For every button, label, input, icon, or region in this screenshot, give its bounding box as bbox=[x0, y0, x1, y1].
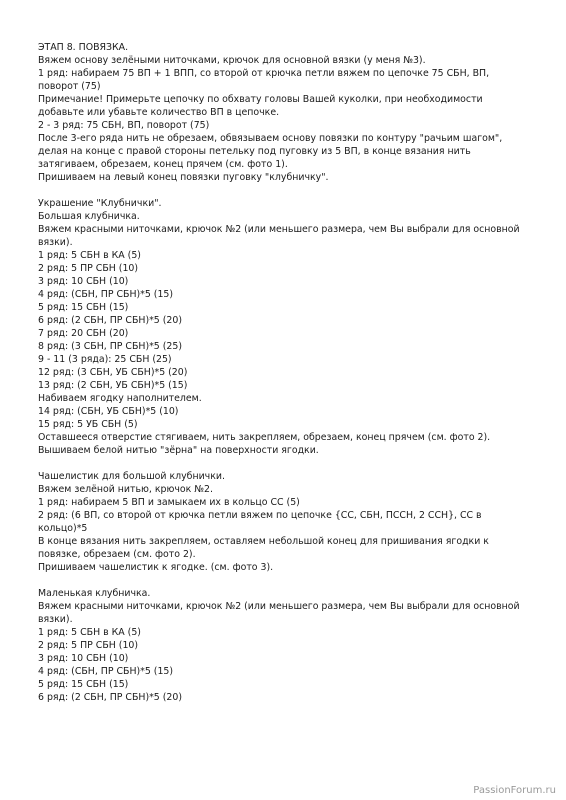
text-line: Вяжем красными ниточками, крючок №2 (или меньшего размера, чем Вы выбрали для основной bbox=[38, 601, 520, 612]
text-line: 3 ряд: 10 СБН (10) bbox=[38, 653, 129, 664]
text-line: вязки). bbox=[38, 237, 73, 248]
blank-line bbox=[38, 184, 554, 197]
text-line: делая на конце с правой стороны петельку под пуговку из 5 ВП, в конце вязания нить bbox=[38, 146, 471, 157]
text-line: После 3-его ряда нить не обрезаем, обвязываем основу повязки по контуру "рачьим шагом", bbox=[38, 133, 503, 144]
text-line: 4 ряд: (СБН, ПР СБН)*5 (15) bbox=[38, 666, 174, 677]
text-line: ЭТАП 8. ПОВЯЗКА. bbox=[38, 42, 129, 53]
text-line: 2 ряд: 5 ПР СБН (10) bbox=[38, 263, 139, 274]
text-line: 6 ряд: (2 СБН, ПР СБН)*5 (20) bbox=[38, 692, 182, 703]
text-line: 9 - 11 (3 ряда): 25 СБН (25) bbox=[38, 354, 172, 365]
text-line: Украшение "Клубнички". bbox=[38, 198, 162, 209]
text-line: 2 ряд: (6 ВП, со второй от крючка петли вяжем по цепочке {СС, СБН, ПССН, 2 ССН}, СС в bbox=[38, 510, 482, 521]
text-line: В конце вязания нить закрепляем, оставляем небольшой конец для пришивания ягодки к bbox=[38, 536, 489, 547]
text-line: Чашелистик для большой клубнички. bbox=[38, 471, 225, 482]
text-line: Маленькая клубничка. bbox=[38, 588, 151, 599]
site-watermark: PassionForum.ru bbox=[473, 785, 556, 796]
text-line: 1 ряд: 5 СБН в КА (5) bbox=[38, 250, 141, 261]
text-line: 15 ряд: 5 УБ СБН (5) bbox=[38, 419, 138, 430]
text-line: Оставшееся отверстие стягиваем, нить закрепляем, обрезаем, конец прячем (см. фото 2). bbox=[38, 432, 491, 443]
text-line: 2 ряд: 5 ПР СБН (10) bbox=[38, 640, 139, 651]
text-line: 1 ряд: 5 СБН в КА (5) bbox=[38, 627, 141, 638]
text-line: 8 ряд: (3 СБН, ПР СБН)*5 (25) bbox=[38, 341, 182, 352]
text-line: 13 ряд: (2 СБН, УБ СБН)*5 (15) bbox=[38, 380, 188, 391]
text-line: поворот (75) bbox=[38, 81, 101, 92]
text-line: повязке, обрезаем (см. фото 2). bbox=[38, 549, 196, 560]
text-line: 1 ряд: набираем 75 ВП + 1 ВПП, со второй от крючка петли вяжем по цепочке 75 СБН, ВП, bbox=[38, 68, 490, 79]
text-line: 7 ряд: 20 СБН (20) bbox=[38, 328, 129, 339]
text-line: Вяжем основу зелёными ниточками, крючок для основной вязки (у меня №3). bbox=[38, 55, 426, 66]
document-body bbox=[38, 41, 554, 704]
blank-line bbox=[38, 574, 554, 587]
blank-line bbox=[38, 457, 554, 470]
text-line: 2 - 3 ряд: 75 СБН, ВП, поворот (75) bbox=[38, 120, 210, 131]
text-line: кольцо)*5 bbox=[38, 523, 88, 534]
text-line: Вышиваем белой нитью "зёрна" на поверхности ягодки. bbox=[38, 445, 319, 456]
text-line: Пришиваем на левый конец повязки пуговку "клубничку". bbox=[38, 172, 329, 183]
text-line: 6 ряд: (2 СБН, ПР СБН)*5 (20) bbox=[38, 315, 182, 326]
text-line: Большая клубничка. bbox=[38, 211, 140, 222]
text-line: вязки). bbox=[38, 614, 73, 625]
text-line: 14 ряд: (СБН, УБ СБН)*5 (10) bbox=[38, 406, 179, 417]
text-line: 5 ряд: 15 СБН (15) bbox=[38, 679, 129, 690]
text-line: добавьте или убавьте количество ВП в цепочке. bbox=[38, 107, 280, 118]
text-line: 4 ряд: (СБН, ПР СБН)*5 (15) bbox=[38, 289, 174, 300]
text-line: Примечание! Примерьте цепочку по обхвату головы Вашей куколки, при необходимости bbox=[38, 94, 483, 105]
text-line: Пришиваем чашелистик к ягодке. (см. фото 3). bbox=[38, 562, 274, 573]
text-line: 3 ряд: 10 СБН (10) bbox=[38, 276, 129, 287]
text-line: 12 ряд: (3 СБН, УБ СБН)*5 (20) bbox=[38, 367, 188, 378]
text-line: Набиваем ягодку наполнителем. bbox=[38, 393, 202, 404]
text-line: Вяжем красными ниточками, крючок №2 (или меньшего размера, чем Вы выбрали для основной bbox=[38, 224, 520, 235]
text-line: 1 ряд: набираем 5 ВП и замыкаем их в кольцо СС (5) bbox=[38, 497, 300, 508]
text-line: затягиваем, обрезаем, конец прячем (см. фото 1). bbox=[38, 159, 288, 170]
text-line: Вяжем зелёной нитью, крючок №2. bbox=[38, 484, 213, 495]
text-line: 5 ряд: 15 СБН (15) bbox=[38, 302, 129, 313]
